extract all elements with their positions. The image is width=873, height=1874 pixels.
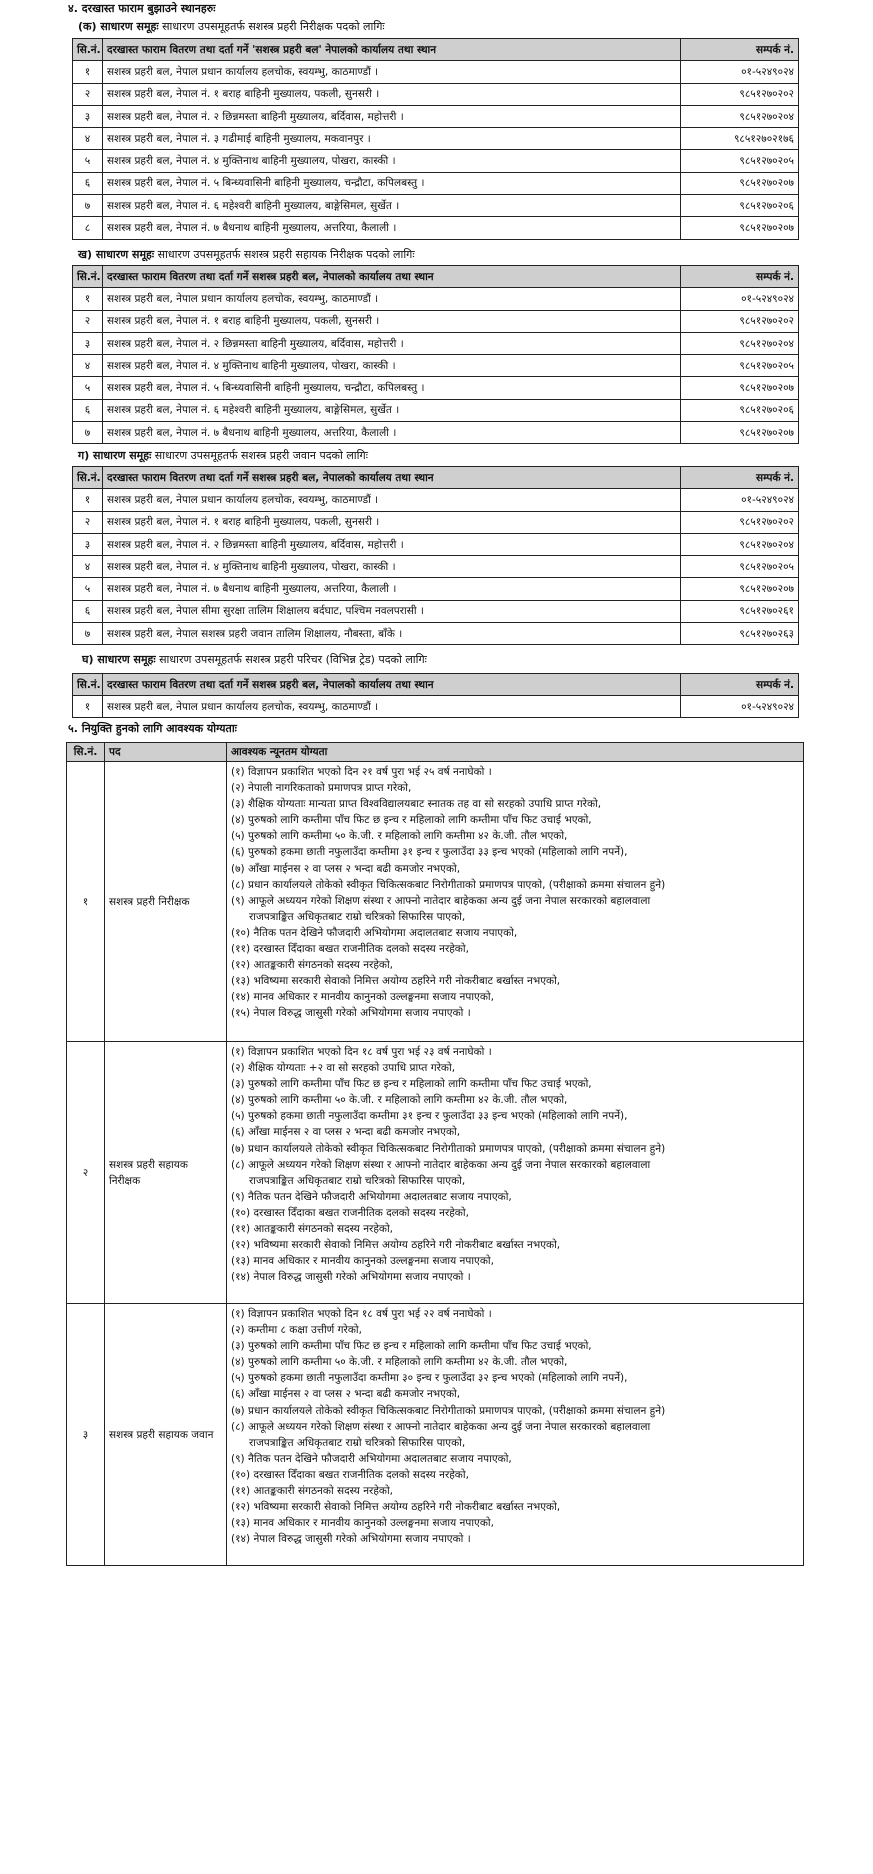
criterion: (७) प्रधान कार्यालयले तोकेको स्वीकृत चिकित्सकबाट निरोगीताको प्रमाणपत्र पाएको, (परीक्षाको क्रममा संचालन हुने): [231, 1142, 666, 1155]
table-row: [73, 533, 799, 555]
criterion: (१३) मानव अधिकार र मानवीय कानुनको उल्लङ्घनमा सजाय नपाएको,: [231, 1255, 494, 1268]
group-kha-heading: [78, 248, 415, 262]
row-sn: ३: [73, 105, 103, 127]
table-row: [73, 288, 799, 310]
criterion: (७) प्रधान कार्यालयले तोकेको स्वीकृत चिकित्सकबाट निरोगीताको प्रमाणपत्र पाएको, (परीक्षाको क्रममा संचालन हुने): [231, 1404, 666, 1417]
criterion: (२) नेपाली नागरिकताको प्रमाणपत्र प्राप्त गरेको,: [231, 782, 412, 795]
criterion: [231, 1419, 799, 1451]
row-phone: ९८५१२७०२०४: [681, 533, 799, 555]
criterion: (३) पुरुषको लागि कम्तीमा पाँच फिट छ इन्च र महिलाको लागि कम्तीमा पाँच फिट उचाई भएको,: [231, 1340, 592, 1353]
group-label: (क) साधारण समूहः: [78, 20, 159, 33]
office-table-ga: [72, 466, 799, 645]
row-place: सशस्त्र प्रहरी बल, नेपाल प्रधान कार्यालय हलचोक, स्वयम्भु, काठमाण्डौं ।: [103, 696, 681, 718]
criterion-continuation: राजपत्राङ्कित अधिकृतबाट राम्रो चरित्रको सिफारिस पाएको,: [249, 1436, 466, 1449]
criterion-text: (९) आफूले अध्ययन गरेको शिक्षण संस्था र आफ्नो नातेदार बाहेकका अन्य दुई जना नेपाल सरकारको बहालवाला: [231, 894, 651, 907]
table-header-row: [73, 266, 799, 288]
row-sn: ६: [73, 600, 103, 622]
table-row: [67, 1042, 804, 1304]
group-ga-heading: [78, 449, 368, 463]
criterion: (१४) मानव अधिकार र मानवीय कानुनको उल्लङ्घनमा सजाय नपाएको,: [231, 991, 494, 1004]
header-sn: सि.नं.: [73, 467, 103, 489]
row-place: सशस्त्र प्रहरी बल, नेपाल नं. २ छिन्नमस्ता बाहिनी मुख्यालय, बर्दिवास, महोत्तरी ।: [103, 105, 681, 127]
table-row: [73, 578, 799, 600]
row-phone: ९८५१२७०२०५: [681, 556, 799, 578]
header-sn: सि.नं.: [67, 743, 105, 762]
criteria-list: [231, 762, 799, 1024]
criterion: (१) विज्ञापन प्रकाशित भएको दिन १८ वर्ष पुरा भई २२ वर्ष ननाघेको ।: [231, 1308, 492, 1320]
office-table-gha: [72, 673, 799, 718]
table-row: [73, 556, 799, 578]
header-phone: सम्पर्क नं.: [681, 39, 799, 61]
row-phone: ९८५१२७०२०६: [681, 399, 799, 421]
row-phone: ९८५१२७०२०६: [681, 195, 799, 217]
table-row: [73, 623, 799, 645]
row-phone: ९८५१२७०२०४: [681, 332, 799, 354]
group-label: ख) साधारण समूहः: [78, 248, 155, 261]
criterion: (११) दरखास्त दिँदाका बखत राजनीतिक दलको सदस्य नरहेको,: [231, 943, 469, 956]
criterion: (१२) भविष्यमा सरकारी सेवाको निमित्त अयोग्य ठहरिने गरी नोकरीबाट बर्खास्त नभएको,: [231, 1501, 561, 1514]
row-phone: ९८५१२७०२०७: [681, 578, 799, 600]
table-row: [67, 762, 804, 1042]
row-sn: ३: [73, 332, 103, 354]
row-sn: १: [67, 762, 105, 1042]
criterion: (१५) नेपाल विरुद्ध जासुसी गरेको अभियोगमा सजाय नपाएको ।: [231, 1007, 471, 1020]
row-post: सशस्त्र प्रहरी सहायक निरीक्षक: [105, 1042, 227, 1304]
row-phone: ९८५१२७०२०२: [681, 83, 799, 105]
criterion: (१३) मानव अधिकार र मानवीय कानुनको उल्लङ्घनमा सजाय नपाएको,: [231, 1517, 494, 1530]
row-post: सशस्त्र प्रहरी निरीक्षक: [105, 762, 227, 1042]
group-desc: साधारण उपसमूहतर्फ सशस्त्र प्रहरी सहायक निरीक्षक पदको लागिः: [154, 248, 415, 261]
criterion: (७) आँखा माईनस २ वा प्लस २ भन्दा बढी कमजोर नभएको,: [231, 862, 461, 875]
row-phone: ९८५१२७०२०७: [681, 217, 799, 239]
table-row: [73, 511, 799, 533]
header-place: दरखास्त फाराम वितरण तथा दर्ता गर्ने सशस्त्र प्रहरी बल, नेपालको कार्यालय तथा स्थान: [103, 674, 681, 696]
row-sn: २: [73, 310, 103, 332]
criterion: (३) शैक्षिक योग्यताः मान्यता प्राप्त विश्वविद्यालयबाट स्नातक तह वा सो सरहको उपाधि प्राप्त गरेको,: [231, 798, 602, 811]
row-sn: २: [73, 83, 103, 105]
office-table-kha: [72, 265, 799, 444]
criterion: (६) आँखा माईनस २ वा प्लस २ भन्दा बढी कमजोर नभएको,: [231, 1388, 461, 1401]
table-row: [73, 150, 799, 172]
row-place: सशस्त्र प्रहरी बल, नेपाल नं. ७ बैधनाथ बाहिनी मुख्यालय, अत्तरिया, कैलाली ।: [103, 422, 681, 444]
table-row: [73, 332, 799, 354]
criterion: (२) कम्तीमा ८ कक्षा उत्तीर्ण गरेको,: [231, 1324, 362, 1337]
header-sn: सि.नं.: [73, 39, 103, 61]
row-phone: ९८५१२७०२०७: [681, 377, 799, 399]
section-4-title: ४. दरखास्त फाराम बुझाउने स्थानहरुः: [68, 2, 216, 15]
table-row: [67, 1304, 804, 1566]
criterion: (९) नैतिक पतन देखिने फौजदारी अभियोगमा अदालतबाट सजाय नपाएको,: [231, 1190, 512, 1203]
table-header-row: [73, 39, 799, 61]
criterion: (४) पुरुषको लागि कम्तीमा ५० के.जी. र महिलाको लागि कम्तीमा ४२ के.जी. तौल भएको,: [231, 1356, 568, 1369]
criterion: [231, 893, 799, 925]
row-place: सशस्त्र प्रहरी बल, नेपाल नं. २ छिन्नमस्ता बाहिनी मुख्यालय, बर्दिवास, महोत्तरी ।: [103, 332, 681, 354]
row-post: सशस्त्र प्रहरी सहायक जवान: [105, 1304, 227, 1566]
row-phone: ९८५१२७०२१७६: [681, 128, 799, 150]
group-desc: साधारण उपसमूहतर्फ सशस्त्र प्रहरी परिचर (विभिन्न ट्रेड) पदको लागिः: [155, 653, 427, 666]
row-sn: ५: [73, 578, 103, 600]
table-row: [73, 61, 799, 83]
header-place: दरखास्त फाराम वितरण तथा दर्ता गर्ने 'सशस्त्र प्रहरी बल' नेपालको कार्यालय तथा स्थान: [103, 39, 681, 61]
group-ka-heading: [78, 20, 385, 34]
criteria-list: [231, 1304, 799, 1549]
table-row: [73, 399, 799, 421]
criterion: (१) विज्ञापन प्रकाशित भएको दिन २१ वर्ष पुरा भई २५ वर्ष ननाघेको ।: [231, 766, 492, 778]
table-row: [73, 600, 799, 622]
criterion: (१०) दरखास्त दिँदाका बखत राजनीतिक दलको सदस्य नरहेको,: [231, 1468, 469, 1481]
row-sn: २: [73, 511, 103, 533]
row-place: सशस्त्र प्रहरी बल, नेपाल नं. ७ बैधनाथ बाहिनी मुख्यालय, अत्तरिया, कैलाली ।: [103, 578, 681, 600]
criterion: (३) पुरुषको लागि कम्तीमा पाँच फिट छ इन्च र महिलाको लागि कम्तीमा पाँच फिट उचाई भएको,: [231, 1078, 592, 1091]
criterion-text: (८) आफूले अध्ययन गरेको शिक्षण संस्था र आफ्नो नातेदार बाहेकका अन्य दुई जना नेपाल सरकारको बहालवाला: [231, 1158, 651, 1171]
row-place: सशस्त्र प्रहरी बल, नेपाल नं. ५ बिन्ध्यवासिनी बाहिनी मुख्यालय, चन्द्रौटा, कपिलबस्तु ।: [103, 172, 681, 194]
row-place: सशस्त्र प्रहरी बल, नेपाल सीमा सुरक्षा तालिम शिक्षालय बर्दघाट, पश्चिम नवलपरासी ।: [103, 600, 681, 622]
criterion: (८) प्रधान कार्यालयले तोकेको स्वीकृत चिकित्सकबाट निरोगीताको प्रमाणपत्र पाएको, (परीक्षाको क्रममा संचालन हुने): [231, 878, 666, 891]
criterion: (११) आतङ्ककारी संगठनको सदस्य नरहेको,: [231, 1485, 394, 1498]
table-row: [73, 696, 799, 718]
criterion: (४) पुरुषको लागि कम्तीमा ५० के.जी. र महिलाको लागि कम्तीमा ४२ के.जी. तौल भएको,: [231, 1094, 568, 1107]
row-place: सशस्त्र प्रहरी बल, नेपाल नं. ७ बैधनाथ बाहिनी मुख्यालय, अत्तरिया, कैलाली ।: [103, 217, 681, 239]
row-phone: ९८५१२७०२०७: [681, 172, 799, 194]
row-criteria: [227, 1304, 804, 1566]
row-place: सशस्त्र प्रहरी बल, नेपाल प्रधान कार्यालय हलचोक, स्वयम्भु, काठमाण्डौं ।: [103, 61, 681, 83]
header-phone: सम्पर्क नं.: [681, 674, 799, 696]
table-row: [73, 217, 799, 239]
group-desc: साधारण उपसमूहतर्फ सशस्त्र प्रहरी निरीक्षक पदको लागिः: [158, 20, 385, 33]
table-row: [73, 422, 799, 444]
criteria-list: [231, 1042, 799, 1287]
table-row: [73, 83, 799, 105]
row-sn: ५: [73, 150, 103, 172]
criterion: (२) शैक्षिक योग्यताः +२ वा सो सरहको उपाधि प्राप्त गरेको,: [231, 1062, 456, 1075]
row-phone: ०१-५२४९०२४: [681, 288, 799, 310]
row-place: सशस्त्र प्रहरी बल, नेपाल नं. ४ मुक्तिनाथ बाहिनी मुख्यालय, पोखरा, कास्की ।: [103, 355, 681, 377]
row-phone: ०१-५२४९०२४: [681, 696, 799, 718]
criterion: (१०) दरखास्त दिँदाका बखत राजनीतिक दलको सदस्य नरहेको,: [231, 1206, 469, 1219]
table-row: [73, 105, 799, 127]
criterion: (६) आँखा माईनस २ वा प्लस २ भन्दा बढी कमजोर नभएको,: [231, 1126, 461, 1139]
criterion: (१०) नैतिक पतन देखिने फौजदारी अभियोगमा अदालतबाट सजाय नपाएको,: [231, 926, 518, 939]
table-row: [73, 355, 799, 377]
section-5-title: ५. नियुक्ति हुनको लागि आवश्यक योग्यताः: [68, 722, 237, 735]
row-place: सशस्त्र प्रहरी बल, नेपाल नं. १ बराह बाहिनी मुख्यालय, पकली, सुनसरी ।: [103, 511, 681, 533]
row-place: सशस्त्र प्रहरी बल, नेपाल नं. ३ गढीमाई बाहिनी मुख्यालय, मकवानपुर ।: [103, 128, 681, 150]
row-sn: १: [73, 489, 103, 511]
criterion: (१२) आतङ्ककारी संगठनको सदस्य नरहेको,: [231, 959, 394, 972]
criterion-continuation: राजपत्राङ्कित अधिकृतबाट राम्रो चरित्रको सिफारिस पाएको,: [249, 1174, 466, 1187]
row-place: सशस्त्र प्रहरी बल, नेपाल नं. १ बराह बाहिनी मुख्यालय, पकली, सुनसरी ।: [103, 310, 681, 332]
qualification-table: [66, 742, 804, 1566]
criterion: (१) विज्ञापन प्रकाशित भएको दिन १८ वर्ष पुरा भई २३ वर्ष ननाघेको ।: [231, 1046, 492, 1058]
criterion: (१३) भविष्यमा सरकारी सेवाको निमित्त अयोग्य ठहरिने गरी नोकरीबाट बर्खास्त नभएको,: [231, 975, 561, 988]
row-criteria: [227, 762, 804, 1042]
header-place: दरखास्त फाराम वितरण तथा दर्ता गर्ने सशस्त्र प्रहरी बल, नेपालको कार्यालय तथा स्थान: [103, 266, 681, 288]
row-place: सशस्त्र प्रहरी बल, नेपाल नं. ६ महेश्वरी बाहिनी मुख्यालय, बाङ्गेसिमल, सुर्खेत ।: [103, 399, 681, 421]
row-sn: ४: [73, 556, 103, 578]
office-table-ka: [72, 38, 799, 240]
header-place: दरखास्त फाराम वितरण तथा दर्ता गर्ने सशस्त्र प्रहरी बल, नेपालको कार्यालय तथा स्थान: [103, 467, 681, 489]
table-row: [73, 310, 799, 332]
row-sn: १: [73, 61, 103, 83]
row-place: सशस्त्र प्रहरी बल, नेपाल नं. २ छिन्नमस्ता बाहिनी मुख्यालय, बर्दिवास, महोत्तरी ।: [103, 533, 681, 555]
row-phone: ९८५१२७०२०७: [681, 422, 799, 444]
row-phone: ९८५१२७०२६१: [681, 600, 799, 622]
header-phone: सम्पर्क नं.: [681, 266, 799, 288]
row-sn: ७: [73, 195, 103, 217]
criterion: (९) नैतिक पतन देखिने फौजदारी अभियोगमा अदालतबाट सजाय नपाएको,: [231, 1452, 512, 1465]
table-row: [73, 489, 799, 511]
row-sn: २: [67, 1042, 105, 1304]
row-phone: ०१-५२४९०२४: [681, 489, 799, 511]
table-row: [73, 128, 799, 150]
table-header-row: [73, 467, 799, 489]
criterion: (५) पुरुषको हकमा छाती नफुलाउँदा कम्तीमा ३१ इन्च र फुलाउँदा ३३ इन्च भएको (महिलाको लागि नपर्ने),: [231, 1110, 628, 1123]
criterion: (४) पुरुषको लागि कम्तीमा पाँच फिट छ इन्च र महिलाको लागि कम्तीमा पाँच फिट उचाई भएको,: [231, 814, 592, 827]
table-header-row: [67, 743, 804, 762]
criterion: (५) पुरुषको हकमा छाती नफुलाउँदा कम्तीमा ३० इन्च र फुलाउँदा ३२ इन्च भएको (महिलाको लागि नपर्ने),: [231, 1372, 628, 1385]
row-phone: ९८५१२७०२०२: [681, 310, 799, 332]
row-place: सशस्त्र प्रहरी बल, नेपाल नं. ५ बिन्ध्यवासिनी बाहिनी मुख्यालय, चन्द्रौटा, कपिलबस्तु ।: [103, 377, 681, 399]
row-sn: ७: [73, 623, 103, 645]
group-label: घ) साधारण समूहः: [82, 653, 156, 666]
row-phone: ९८५१२७०२६३: [681, 623, 799, 645]
row-phone: ९८५१२७०२०४: [681, 105, 799, 127]
criterion: (१४) नेपाल विरुद्ध जासुसी गरेको अभियोगमा सजाय नपाएको ।: [231, 1533, 471, 1546]
criterion: (११) आतङ्ककारी संगठनको सदस्य नरहेको,: [231, 1223, 394, 1236]
criterion-continuation: राजपत्राङ्कित अधिकृतबाट राम्रो चरित्रको सिफारिस पाएको,: [249, 910, 466, 923]
row-place: सशस्त्र प्रहरी बल, नेपाल नं. १ बराह बाहिनी मुख्यालय, पकली, सुनसरी ।: [103, 83, 681, 105]
row-sn: ३: [67, 1304, 105, 1566]
criterion: [231, 1157, 799, 1189]
row-sn: ८: [73, 217, 103, 239]
table-row: [73, 195, 799, 217]
header-sn: सि.नं.: [73, 266, 103, 288]
row-sn: ४: [73, 355, 103, 377]
row-place: सशस्त्र प्रहरी बल, नेपाल प्रधान कार्यालय हलचोक, स्वयम्भु, काठमाण्डौं ।: [103, 489, 681, 511]
row-sn: ४: [73, 128, 103, 150]
row-phone: ९८५१२७०२०५: [681, 355, 799, 377]
header-qualification: आवश्यक न्यूनतम योग्यता: [227, 743, 804, 762]
row-sn: ५: [73, 377, 103, 399]
criterion: (६) पुरुषको हकमा छाती नफुलाउँदा कम्तीमा ३१ इन्च र फुलाउँदा ३३ इन्च भएको (महिलाको लागि नपर्ने),: [231, 846, 628, 859]
row-sn: १: [73, 696, 103, 718]
row-sn: ३: [73, 533, 103, 555]
row-sn: ६: [73, 172, 103, 194]
row-place: सशस्त्र प्रहरी बल, नेपाल नं. ६ महेश्वरी बाहिनी मुख्यालय, बाङ्गेसिमल, सुर्खेत ।: [103, 195, 681, 217]
row-criteria: [227, 1042, 804, 1304]
criterion: (१२) भविष्यमा सरकारी सेवाको निमित्त अयोग्य ठहरिने गरी नोकरीबाट बर्खास्त नभएको,: [231, 1239, 561, 1252]
row-place: सशस्त्र प्रहरी बल, नेपाल नं. ४ मुक्तिनाथ बाहिनी मुख्यालय, पोखरा, कास्की ।: [103, 150, 681, 172]
page-content: [64, 0, 808, 1874]
row-place: सशस्त्र प्रहरी बल, नेपाल सशस्त्र प्रहरी जवान तालिम शिक्षालय, नौबस्ता, बाँके ।: [103, 623, 681, 645]
criterion: (५) पुरुषको लागि कम्तीमा ५० के.जी. र महिलाको लागि कम्तीमा ४२ के.जी. तौल भएको,: [231, 830, 568, 843]
group-gha-heading: [82, 653, 427, 667]
row-place: सशस्त्र प्रहरी बल, नेपाल प्रधान कार्यालय हलचोक, स्वयम्भु, काठमाण्डौं ।: [103, 288, 681, 310]
row-sn: ६: [73, 399, 103, 421]
table-row: [73, 172, 799, 194]
row-place: सशस्त्र प्रहरी बल, नेपाल नं. ४ मुक्तिनाथ बाहिनी मुख्यालय, पोखरा, कास्की ।: [103, 556, 681, 578]
group-label: ग) साधारण समूहः: [78, 449, 152, 462]
row-phone: ०१-५२४९०२४: [681, 61, 799, 83]
group-desc: साधारण उपसमूहतर्फ सशस्त्र प्रहरी जवान पदको लागिः: [151, 449, 368, 462]
criterion-text: (८) आफूले अध्ययन गरेको शिक्षण संस्था र आफ्नो नातेदार बाहेकका अन्य दुई जना नेपाल सरकारको बहालवाला: [231, 1420, 651, 1433]
row-phone: ९८५१२७०२०२: [681, 511, 799, 533]
header-phone: सम्पर्क नं.: [681, 467, 799, 489]
header-post: पद: [105, 743, 227, 762]
table-row: [73, 377, 799, 399]
row-sn: १: [73, 288, 103, 310]
criterion: (१४) नेपाल विरुद्ध जासुसी गरेको अभियोगमा सजाय नपाएको ।: [231, 1271, 471, 1284]
header-sn: सि.नं.: [73, 674, 103, 696]
row-phone: ९८५१२७०२०५: [681, 150, 799, 172]
row-sn: ७: [73, 422, 103, 444]
table-header-row: [73, 674, 799, 696]
